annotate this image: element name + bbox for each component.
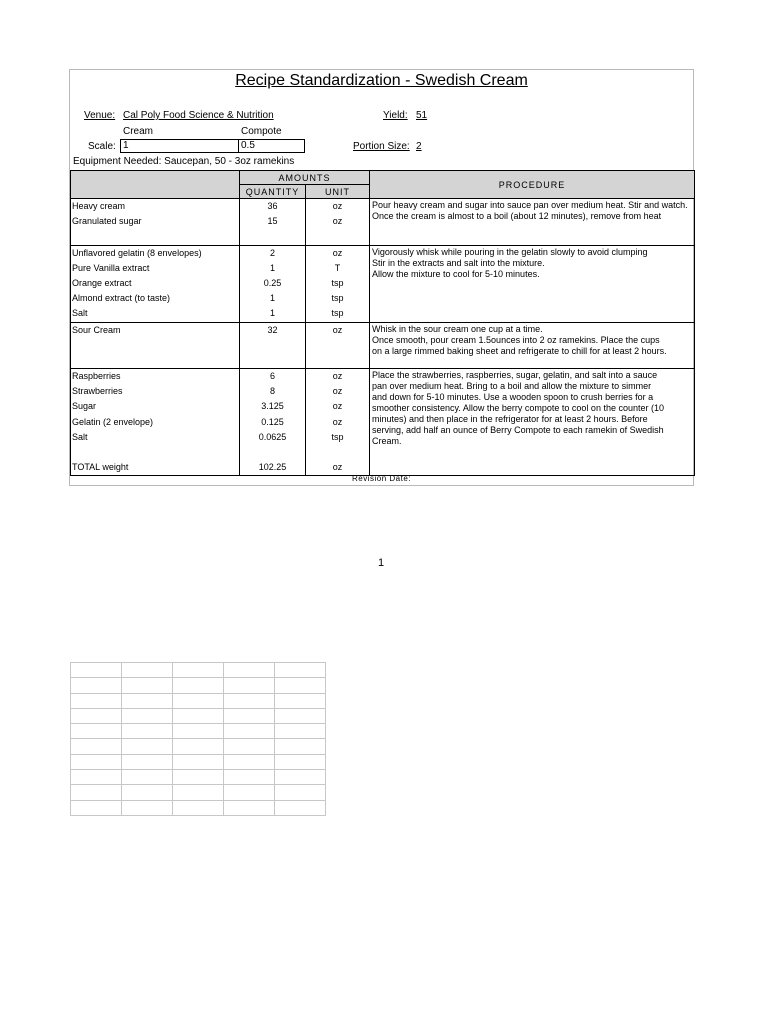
- grid-cell: [122, 663, 173, 678]
- unit-value: oz: [332, 216, 343, 227]
- grid-cell: [275, 724, 326, 739]
- grid-cell: [275, 678, 326, 693]
- unit-cell: [306, 199, 370, 246]
- unit-value: [306, 445, 369, 460]
- unit-value: [306, 353, 369, 368]
- unit-value: [306, 338, 369, 353]
- grid-cell: [173, 693, 224, 708]
- grid-cell: [173, 708, 224, 723]
- recipe-group: [71, 322, 695, 369]
- quantity-value: 36: [267, 201, 278, 211]
- grid-cell: [122, 693, 173, 708]
- procedure-line: Stir in the extracts and salt into the mixture.: [372, 257, 545, 268]
- quantity-cell: [240, 199, 306, 246]
- grid-cell: [71, 663, 122, 678]
- grid-cell: [224, 754, 275, 769]
- grid-cell: [275, 739, 326, 754]
- unit-value: oz: [332, 371, 343, 382]
- total-weight-value: 102.25: [258, 462, 287, 473]
- grid-cell: [173, 754, 224, 769]
- procedure-line: Allow the mixture to cool for 5-10 minutes.: [372, 268, 540, 279]
- quantity-cell: [240, 369, 306, 476]
- quantity-value: [240, 338, 305, 353]
- grid-cell: [275, 708, 326, 723]
- revision-date: Revision Date:: [351, 474, 412, 483]
- amounts-header: AMOUNTS: [240, 171, 370, 185]
- portion-size-label: Portion Size:: [353, 141, 410, 152]
- unit-value: tsp: [331, 308, 344, 319]
- grid-cell: [122, 785, 173, 800]
- ingredient-name: Salt: [72, 431, 88, 442]
- page-number: 1: [378, 557, 385, 569]
- grid-cell: [275, 785, 326, 800]
- unit-value: [306, 229, 369, 244]
- quantity-value: [240, 229, 305, 244]
- grid-cell: [275, 693, 326, 708]
- ingredient-cell: [71, 369, 240, 476]
- venue-label: Venue:: [84, 110, 116, 121]
- grid-cell: [71, 708, 122, 723]
- procedure-line: on a large rimmed baking sheet and refrigerate to chill for at least 2 hours.: [372, 345, 667, 356]
- grid-cell: [173, 770, 224, 785]
- grid-cell: [224, 708, 275, 723]
- procedure-line: minutes) and then place in the refrigerator for at least 2 hours. Before: [372, 414, 648, 425]
- scale-column-compote: Compote: [241, 126, 282, 137]
- unit-value: tsp: [331, 277, 344, 288]
- grid-cell: [173, 663, 224, 678]
- unit-value: tsp: [331, 431, 344, 442]
- page-title: Recipe Standardization - Swedish Cream: [235, 72, 528, 89]
- unit-value: oz: [332, 416, 343, 427]
- grid-cell: [71, 770, 122, 785]
- grid-cell: [122, 754, 173, 769]
- quantity-value: 6: [269, 371, 275, 382]
- venue-value: Cal Poly Food Science & Nutrition: [123, 110, 274, 121]
- ingredient-name: [72, 445, 239, 460]
- empty-grid: [70, 662, 326, 816]
- ingredient-name: Pure Vanilla extract: [72, 262, 150, 273]
- ingredient-cell: [71, 199, 240, 246]
- grid-cell: [122, 739, 173, 754]
- unit-value: T: [334, 262, 341, 273]
- grid-cell: [122, 800, 173, 815]
- unit-cell: [306, 369, 370, 476]
- recipe-group: [71, 245, 695, 322]
- procedure-cell: [370, 369, 695, 476]
- ingredient-name: Sugar: [72, 401, 97, 412]
- grid-cell: [224, 693, 275, 708]
- unit-header: UNIT: [306, 185, 370, 199]
- procedure-line: pan over medium heat. Bring to a boil and allow the mixture to simmer: [372, 381, 652, 392]
- unit-value: oz: [332, 247, 343, 258]
- ingredient-name: Strawberries: [72, 386, 123, 397]
- portion-size-value: 2: [416, 141, 422, 152]
- quantity-value: 1: [269, 262, 275, 273]
- unit-value: tsp: [331, 293, 344, 304]
- ingredient-name: [72, 353, 239, 368]
- grid-cell: [275, 663, 326, 678]
- ingredient-name: Sour Cream: [72, 324, 121, 335]
- grid-cell: [224, 785, 275, 800]
- ingredient-cell: [71, 322, 240, 369]
- quantity-value: 0.0625: [258, 431, 287, 442]
- equipment-needed: Equipment Needed: Saucepan, 50 - 3oz ramekins: [73, 156, 295, 167]
- ingredient-name: Almond extract (to taste): [72, 293, 171, 304]
- procedure-line: Cream.: [372, 436, 402, 447]
- ingredient-name: Granulated sugar: [72, 216, 142, 227]
- ingredient-header: [71, 171, 240, 199]
- ingredient-name: Gelatin (2 envelope): [72, 416, 154, 427]
- procedure-header: PROCEDURE: [370, 171, 695, 199]
- grid-cell: [173, 785, 224, 800]
- grid-cell: [71, 739, 122, 754]
- quantity-value: 15: [267, 216, 278, 227]
- procedure-line: smoother consistency. Allow the berry compote to cool on the counter (10: [372, 403, 664, 414]
- grid-cell: [173, 800, 224, 815]
- quantity-value: 1: [269, 293, 275, 304]
- procedure-line: Place the strawberries, raspberries, sugar, gelatin, and salt into a sauce: [372, 370, 658, 381]
- ingredient-name: Unflavored gelatin (8 envelopes): [72, 247, 202, 258]
- grid-cell: [71, 754, 122, 769]
- total-weight-label: TOTAL weight: [72, 462, 129, 473]
- quantity-cell: [240, 245, 306, 322]
- procedure-line: Once smooth, pour cream 1.5ounces into 2 oz ramekins. Place the cups: [372, 334, 660, 345]
- procedure-line: serving, add half an ounce of Berry Compote to each ramekin of Swedish: [372, 425, 664, 436]
- scale-label: Scale:: [88, 141, 116, 152]
- procedure-cell: [370, 245, 695, 322]
- grid-cell: [173, 724, 224, 739]
- grid-cell: [173, 678, 224, 693]
- ingredient-name: [72, 229, 239, 244]
- quantity-value: 2: [269, 247, 275, 258]
- grid-cell: [122, 678, 173, 693]
- grid-cell: [71, 724, 122, 739]
- grid-cell: [71, 693, 122, 708]
- unit-cell: [306, 245, 370, 322]
- grid-cell: [275, 800, 326, 815]
- quantity-value: 8: [269, 386, 275, 397]
- scale-column-cream: Cream: [123, 126, 154, 137]
- total-weight-unit: oz: [332, 462, 343, 473]
- procedure-line: Vigorously whisk while pouring in the gelatin slowly to avoid clumping: [372, 246, 648, 257]
- recipe-table: [70, 170, 695, 476]
- scale-cream-field[interactable]: 1: [120, 139, 239, 153]
- procedure-line: and down for 5-10 minutes. Use a wooden spoon to crush berries for a: [372, 392, 654, 403]
- grid-cell: [224, 724, 275, 739]
- grid-cell: [224, 800, 275, 815]
- procedure-cell: [370, 322, 695, 369]
- grid-cell: [122, 708, 173, 723]
- quantity-value: [240, 445, 305, 460]
- procedure-line: Once the cream is almost to a boil (about 12 minutes), remove from heat: [372, 211, 662, 221]
- quantity-cell: [240, 322, 306, 369]
- quantity-value: 1: [269, 308, 275, 319]
- quantity-header: QUANTITY: [240, 185, 306, 199]
- grid-cell: [224, 663, 275, 678]
- grid-cell: [275, 754, 326, 769]
- scale-compote-field[interactable]: 0.5: [238, 139, 305, 153]
- unit-value: oz: [332, 201, 343, 211]
- ingredient-name: Heavy cream: [72, 201, 126, 211]
- procedure-cell: [370, 199, 695, 246]
- grid-cell: [275, 770, 326, 785]
- quantity-value: 0.25: [263, 277, 282, 288]
- yield-label: Yield:: [383, 110, 408, 121]
- ingredient-cell: [71, 245, 240, 322]
- unit-cell: [306, 322, 370, 369]
- quantity-value: 3.125: [261, 401, 284, 412]
- grid-cell: [224, 678, 275, 693]
- quantity-value: 32: [267, 324, 278, 335]
- grid-cell: [71, 800, 122, 815]
- unit-value: oz: [332, 324, 343, 335]
- recipe-sheet: [69, 69, 694, 486]
- ingredient-name: [72, 338, 239, 353]
- yield-value: 51: [416, 110, 428, 121]
- unit-value: oz: [332, 401, 343, 412]
- ingredient-name: Salt: [72, 308, 88, 319]
- recipe-group: [71, 199, 695, 246]
- ingredient-name: Orange extract: [72, 277, 132, 288]
- unit-value: oz: [332, 386, 343, 397]
- grid-cell: [122, 770, 173, 785]
- grid-cell: [224, 739, 275, 754]
- quantity-value: 0.125: [261, 416, 284, 427]
- procedure-line: Whisk in the sour cream one cup at a time.: [372, 323, 543, 334]
- quantity-value: [240, 353, 305, 368]
- grid-cell: [71, 785, 122, 800]
- grid-cell: [173, 739, 224, 754]
- grid-cell: [122, 724, 173, 739]
- grid-cell: [71, 678, 122, 693]
- grid-cell: [224, 770, 275, 785]
- recipe-group: [71, 369, 695, 476]
- ingredient-name: Raspberries: [72, 371, 121, 382]
- procedure-line: Pour heavy cream and sugar into sauce pan over medium heat. Stir and watch.: [372, 200, 688, 210]
